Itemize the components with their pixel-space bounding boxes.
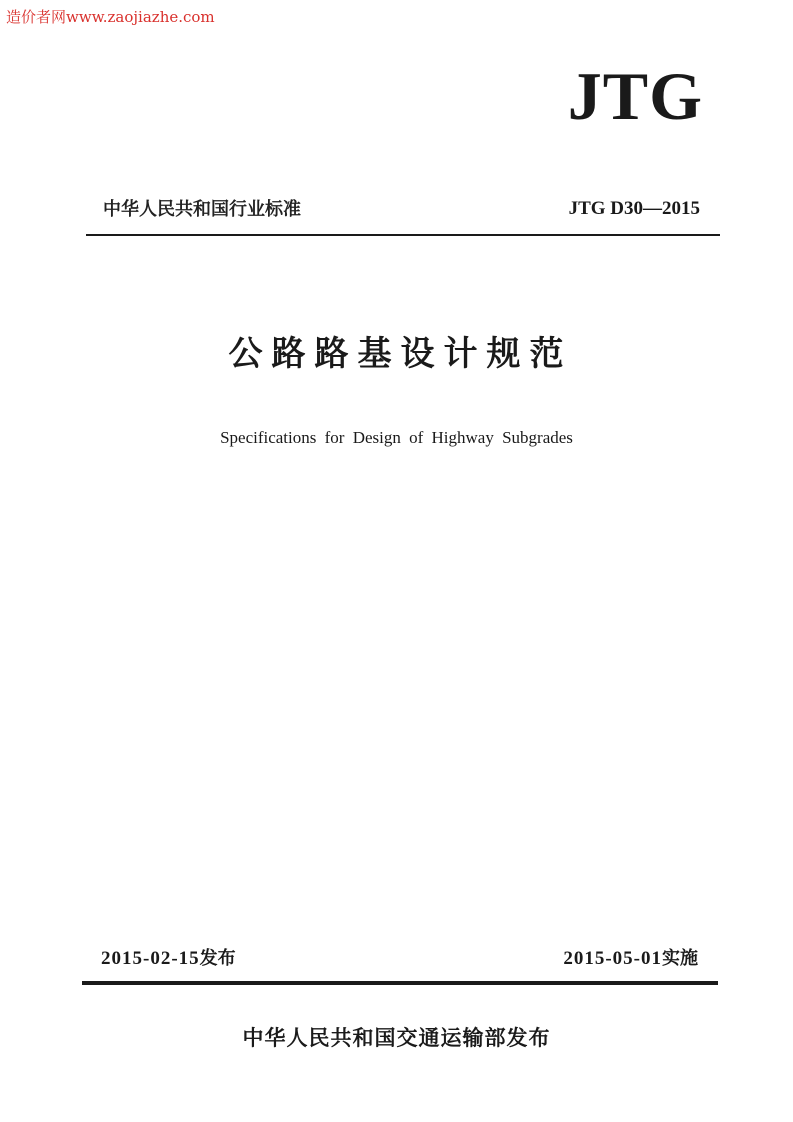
implementation-date	[563, 944, 698, 970]
watermark-url[interactable]: www.zaojiazhe.com	[66, 8, 215, 26]
standard-type: 中华人民共和国行业标准	[103, 199, 301, 220]
implementation-date-label: 实施	[662, 948, 698, 969]
jtg-logo: JTG	[567, 58, 703, 134]
title-english: Specifications for Design of Highway Subgrades	[220, 428, 573, 447]
watermark-site-name: 造价者网	[6, 8, 67, 26]
watermark	[6, 6, 215, 27]
issue-date-value: 2015-02-15	[101, 948, 200, 969]
issue-date-label: 发布	[199, 948, 236, 969]
header-divider	[86, 234, 720, 236]
footer-divider	[82, 981, 718, 985]
standard-code: JTG D30—2015	[568, 198, 700, 219]
implementation-date-value: 2015-05-01	[563, 948, 662, 969]
issue-date	[101, 944, 236, 970]
title-chinese: 公路路基设计规范	[228, 334, 573, 374]
publisher: 中华人民共和国交通运输部发布	[242, 1026, 551, 1050]
